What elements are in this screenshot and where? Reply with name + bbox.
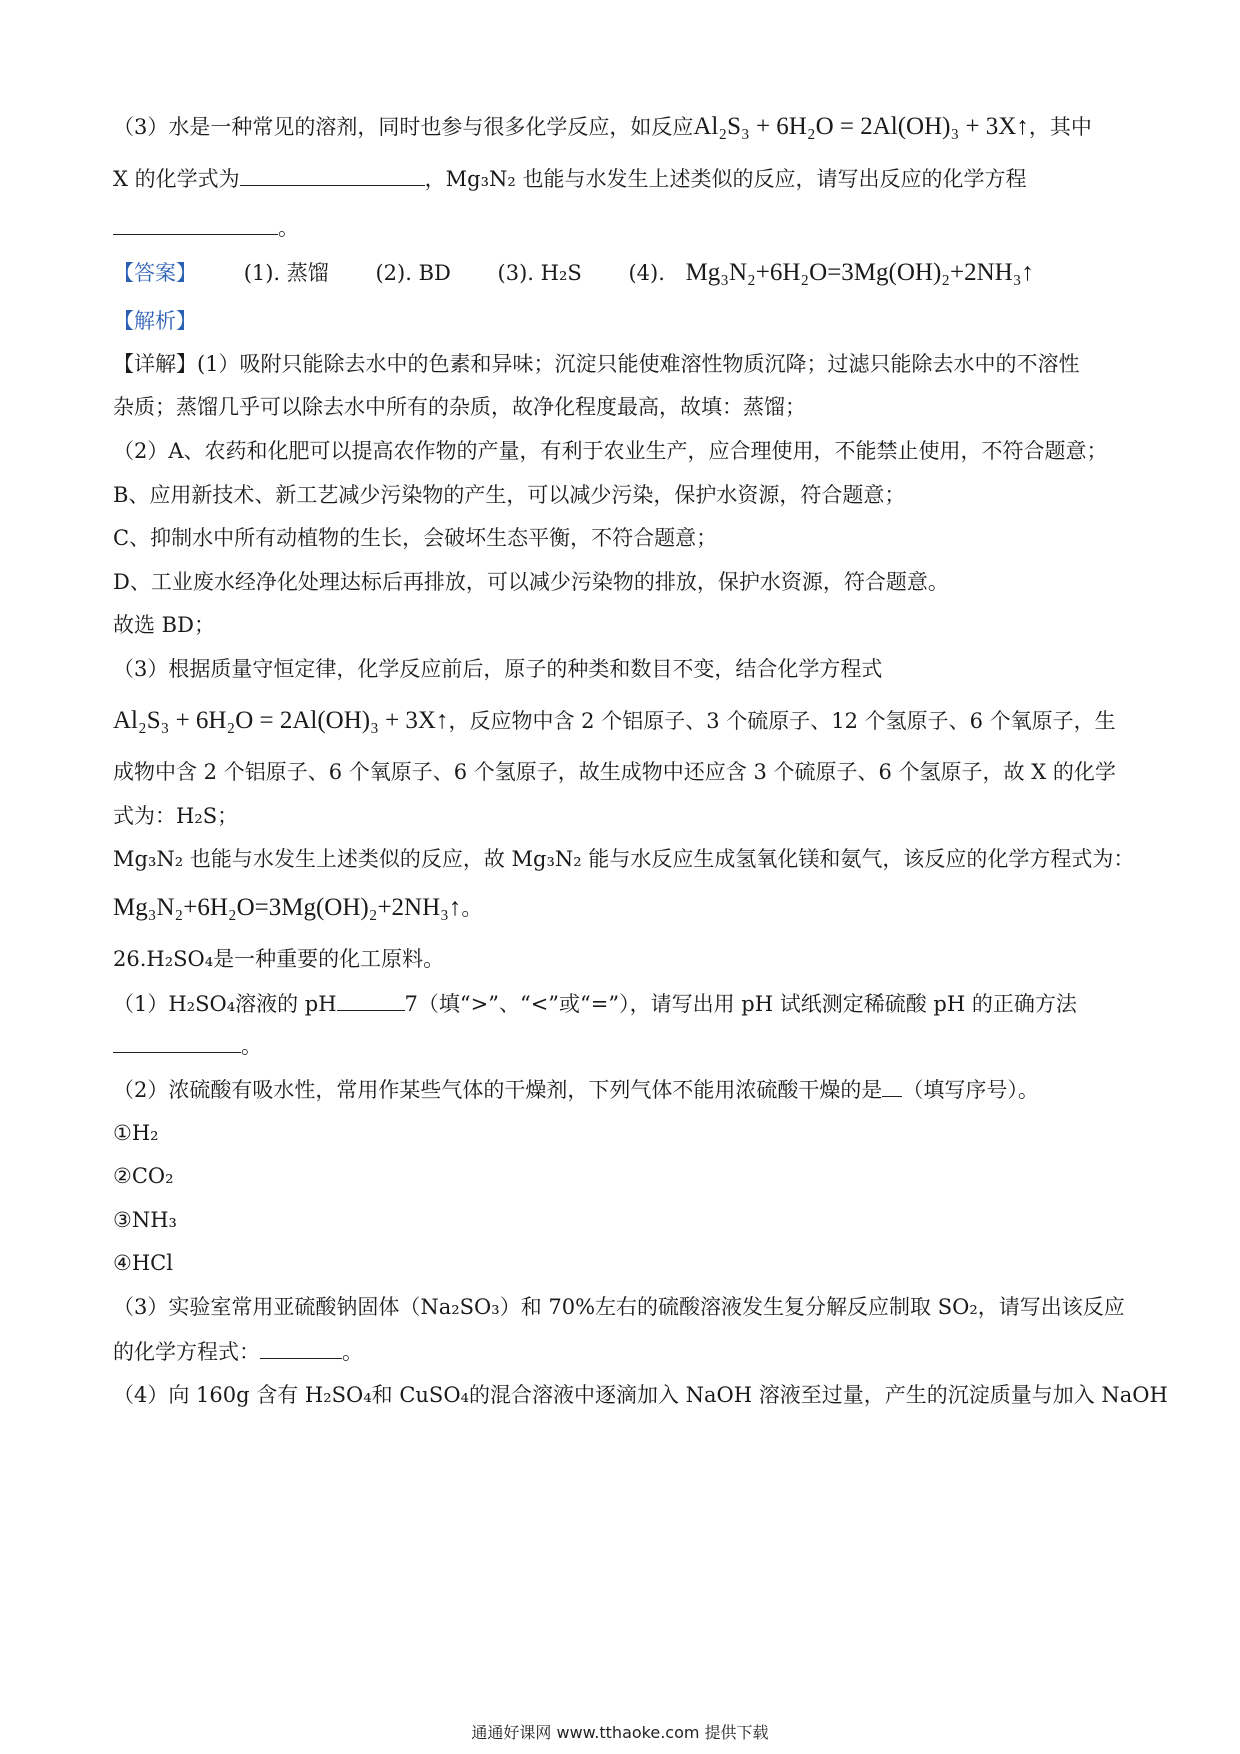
q26-part1-line2 (113, 1030, 1130, 1061)
detail-line: 杂质；蒸馏几乎可以除去水中所有的杂质，故净化程度最高，故填：蒸馏； (113, 395, 806, 419)
q25-part3-line3 (113, 212, 1130, 243)
text: （3）水是一种常见的溶剂，同时也参与很多化学反应，如反应 (113, 115, 694, 139)
answer-item: (1). 蒸馏 (243, 261, 329, 285)
analysis-tag: 【解析】 (113, 309, 197, 333)
answer-blank (337, 988, 405, 1011)
q26-option: ①H₂ (113, 1121, 159, 1145)
analysis-tag-line (113, 306, 1130, 336)
detail-line: Mg₃N₂ 也能与水发生上述类似的反应，故 Mg₃N₂ 能与水反应生成氢氧化镁和氨气，该反应的化学方程式为： (113, 847, 1135, 871)
detail-line: 成物中含 2 个铝原子、6 个氧原子、6 个氢原子，故生成物中还应含 3 个硫原子、6 个氢原子，故 X 的化学 (113, 760, 1116, 784)
q26-part4-line1: （4）向 160g 含有 H₂SO₄和 CuSO₄的混合溶液中逐滴加入 NaOH 溶液至过量，产生的沉淀质量与加入 NaOH (113, 1383, 1168, 1407)
q26-part2 (113, 1074, 1130, 1105)
q25-part3-line2 (113, 163, 1130, 194)
footer-source: 通通好课网 www.tthaoke.com 提供下载 (471, 1723, 769, 1742)
equation-mg3n2: Mg₃N₂+6H₂O=3Mg(OH)₂+2NH₃↑ (113, 894, 462, 921)
detail-line (113, 893, 1130, 923)
text: （2）浓硫酸有吸水性，常用作某些气体的干燥剂，下列气体不能用浓硫酸干燥的是 (113, 1078, 883, 1102)
detail-line: （3）根据质量守恒定律，化学反应前后，原子的种类和数目不变，结合化学方程式 (113, 657, 883, 681)
answer-blank (260, 1336, 342, 1359)
answer-item: (2). BD (375, 261, 451, 285)
text: ，反应物中含 2 个铝原子、3 个硫原子、12 个氢原子、6 个氧原子，生 (448, 709, 1116, 733)
text: 7（填“>”、“<”或“=”），请写出用 pH 试纸测定稀硫酸 pH 的正确方法 (404, 992, 1077, 1016)
q26-title: 26.H₂SO₄是一种重要的化工原料。 (113, 947, 445, 971)
q26-option: ④HCl (113, 1251, 173, 1275)
text: （填写序号）。 (902, 1078, 1039, 1102)
answer-blank (240, 163, 425, 186)
detail-line (113, 706, 1130, 736)
equation-al2s3: Al₂S₃ + 6H₂O = 2Al(OH)₃ + 3X↑ (693, 113, 1029, 140)
answer-item: (4). (628, 261, 665, 285)
text: ，Mg₃N₂ 也能与水发生上述类似的反应，请写出反应的化学方程 (424, 167, 1027, 191)
detail-line: C、抑制水中所有动植物的生长，会破坏生态平衡，不符合题意； (113, 526, 718, 550)
text: （1）H₂SO₄溶液的 pH (113, 992, 337, 1016)
answer-item: (3). H₂S (497, 261, 582, 285)
equation-mg3n2: Mg₃N₂+6H₂O=3Mg(OH)₂+2NH₃↑ (685, 259, 1034, 286)
text: ，其中 (1028, 115, 1092, 139)
q26-option: ③NH₃ (113, 1208, 177, 1232)
text: 。 (342, 1340, 363, 1364)
detail-line: 故选 BD； (113, 613, 215, 637)
q26-part3-line2 (113, 1336, 1130, 1367)
text: 的化学方程式： (113, 1340, 260, 1364)
text: X 的化学式为 (113, 167, 240, 191)
answer-line (113, 258, 1130, 288)
detail-line: B、应用新技术、新工艺减少污染物的产生，可以减少污染，保护水资源，符合题意； (113, 483, 906, 507)
answer-blank (113, 1030, 241, 1053)
text: 。 (278, 216, 299, 240)
q26-part3-line1: （3）实验室常用亚硫酸钠固体（Na₂SO₃）和 70%左右的硫酸溶液发生复分解反应制取 SO₂，请写出该反应 (113, 1295, 1125, 1319)
q26-option: ②CO₂ (113, 1164, 174, 1188)
equation-al2s3: Al₂S₃ + 6H₂O = 2Al(OH)₃ + 3X↑ (113, 707, 449, 734)
answer-blank (882, 1074, 902, 1097)
answer-tag: 【答案】 (113, 261, 197, 285)
detail-line: 【详解】(1）吸附只能除去水中的色素和异味；沉淀只能使难溶性物质沉降；过滤只能除去水中的不溶性 (113, 352, 1080, 376)
q25-part3-line1 (113, 112, 1130, 142)
detail-line: D、工业废水经净化处理达标后再排放，可以减少污染物的排放，保护水资源，符合题意。 (113, 570, 949, 594)
text: 。 (241, 1034, 262, 1058)
detail-line: 式为：H₂S； (113, 804, 239, 828)
q26-part1-line1 (113, 988, 1130, 1019)
detail-line: （2）A、农药和化肥可以提高农作物的产量，有利于农业生产，应合理使用，不能禁止使用，不符合题意； (113, 439, 1108, 463)
answer-blank (113, 212, 278, 235)
text: 。 (461, 896, 483, 920)
